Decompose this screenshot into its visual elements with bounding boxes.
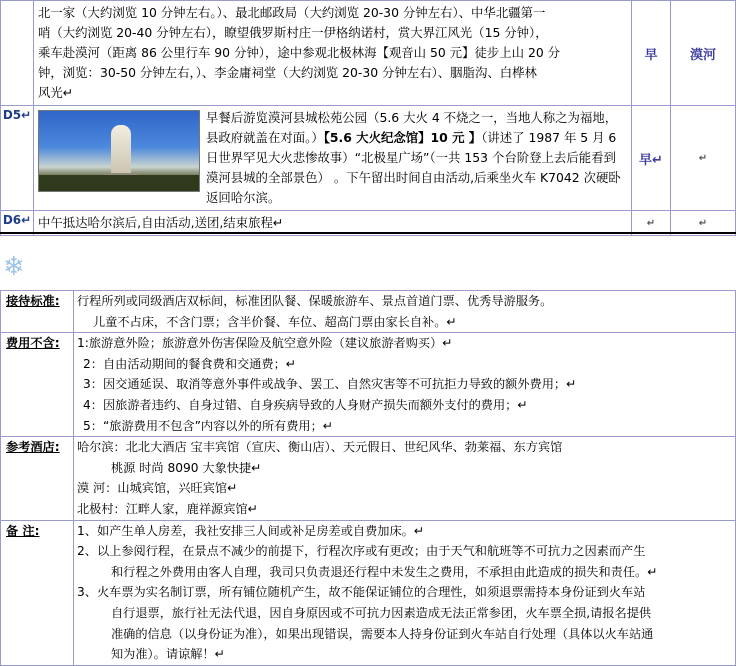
- day-description: 中午抵达哈尔滨后,自由活动,送团,结束旅程↵: [34, 211, 632, 236]
- standard-line: 儿童不占床，不含门票；含半价餐、车位、超高门票由家长自补。↵: [93, 314, 457, 329]
- stay-cell: ↵: [671, 211, 736, 236]
- desc-line: 风光↵: [38, 85, 74, 100]
- remarks-line: 自行退票，旅行社无法代退，因自身原因或不可抗力因素造成无法正常参团，火车票全损,请报名提供: [111, 605, 652, 620]
- park-statue-photo: [38, 110, 200, 192]
- excluded-line: 5：“旅游费用不包含”内容以外的所有费用；↵: [83, 418, 333, 433]
- tree-line-shape: [39, 175, 199, 191]
- hotels-line: 漠 河：山城宾馆，兴旺宾馆↵: [77, 481, 238, 496]
- standard-line: 行程所列或同级酒店双标间，标准团队餐、保暖旅游车、景点首道门票、优秀导游服务。: [77, 294, 553, 308]
- itinerary-row-day4-continued: [1, 1, 736, 106]
- notes-table: [0, 290, 736, 666]
- desc-line: 钟，浏览：30-50 分钟左右，）、李金庸祠堂（大约浏览 20-30 分钟左右）、胭脂沟、白桦林: [38, 65, 537, 80]
- excluded-line: 3：因交通延误、取消等意外事件或战争、罢工、自然灾害等不可抗拒力导致的额外费用；↵: [83, 377, 577, 392]
- remarks-label: 备 注:: [1, 520, 74, 665]
- stay-cell: ↵: [671, 106, 736, 211]
- excluded-line: 2：自由活动期间的餐食费和交通费；↵: [83, 356, 296, 371]
- hotels-line: 北极村：江畔人家，鹿祥源宾馆↵: [77, 501, 258, 516]
- excluded-content: [74, 333, 736, 437]
- meal-cell: 早↵: [632, 106, 671, 211]
- day-description: [34, 106, 632, 211]
- desc-line: 北一家（大约浏览 10 分钟左右。）、最北邮政局（大约浏览 20-30 分钟左右）、中华北疆第一: [38, 5, 546, 20]
- d5-text-part-c: （讲述了 1987 年 5 月 6 日世界罕见大火悲惨故事）“北极星广场”（一共 153 个台阶登上去后能看到漠河县城的全部景色） 。下午留出时间自由活动,后乘坐火车 K7042 次硬卧返回哈尔滨。: [206, 130, 621, 205]
- notes-row-excluded: [1, 333, 736, 437]
- excluded-label: 费用不含:: [1, 333, 74, 437]
- remarks-content: [74, 520, 736, 665]
- notes-row-hotels: [1, 437, 736, 520]
- desc-line: 哨（大约浏览 20-40 分钟左右），瞭望俄罗斯村庄一伊格纳诺村，赏大界江风光（15 分钟），: [38, 25, 548, 40]
- meal-cell: 早: [632, 1, 671, 106]
- day-label: D6↵: [1, 211, 34, 236]
- standard-label: 接待标准:: [1, 291, 74, 333]
- remarks-line: 1、如产生单人房差，我社安排三人间或补足房差或自费加床。↵: [77, 523, 425, 538]
- excluded-line: 4：因旅游者违约、自身过错、自身疾病导致的人身财产损失而额外支付的费用；↵: [83, 397, 528, 412]
- hotels-content: [74, 437, 736, 520]
- remarks-line: 和行程之外费用由客人自理，我司只负责退还行程中未发生之费用，不承担由此造成的损失和责任。↵: [111, 564, 658, 579]
- stay-cell: 漠河: [671, 1, 736, 106]
- remarks-line: 准确的信息（以身份证为准），如果出现错误，需要本人持身份证到火车站自行处理（具体以火车站通: [111, 626, 654, 641]
- notes-row-remarks: [1, 520, 736, 665]
- day-description: [34, 1, 632, 106]
- day-cell-empty: [1, 1, 34, 106]
- remarks-line: 3、火车票为实名制订票，所有铺位随机产生，故不能保证铺位的合理性，如须退票需持本身份证到火车站: [77, 585, 646, 600]
- standard-content: [74, 291, 736, 333]
- snowflake-icon: ❄: [3, 252, 25, 282]
- notes-row-standard: [1, 291, 736, 333]
- d5-text-part-a: 早餐后游览漠河县城松苑公园（5.6 大火 4 不烧之一，当地人称之为福地，县政府就盖在对面。）: [206, 110, 618, 145]
- hotels-line: 桃源 时尚 8090 大象快捷↵: [111, 460, 262, 475]
- statue-shape: [111, 125, 131, 177]
- remarks-line: 知为准）。请谅解！↵: [111, 647, 225, 662]
- d5-text-highlight: 【5.6 大火纪念馆】10 元 】: [323, 130, 482, 145]
- hotels-line: 哈尔滨：北北大酒店 宝丰宾馆（宣庆、衡山店）、天元假日、世纪风华、勃莱福、东方宾馆: [77, 440, 563, 455]
- section-divider: [0, 232, 736, 234]
- desc-line: 乘车赴漠河（距离 86 公里行车 90 分钟），途中参观北极林海【观音山 50 元】徒步上山 20 分: [38, 45, 561, 60]
- itinerary-row-d5: [1, 106, 736, 211]
- excluded-line: 1:旅游意外险；旅游意外伤害保险及航空意外险（建议旅游者购买）↵: [77, 336, 453, 351]
- day-label: D5↵: [1, 106, 34, 211]
- meal-cell: ↵: [632, 211, 671, 236]
- remarks-line: 2、以上参阅行程，在景点不减少的前提下，行程次序或有更改；由于天气和航班等不可抗力之因素而产生: [77, 544, 646, 559]
- itinerary-table: [0, 0, 736, 236]
- hotels-label: 参考酒店:: [1, 437, 74, 520]
